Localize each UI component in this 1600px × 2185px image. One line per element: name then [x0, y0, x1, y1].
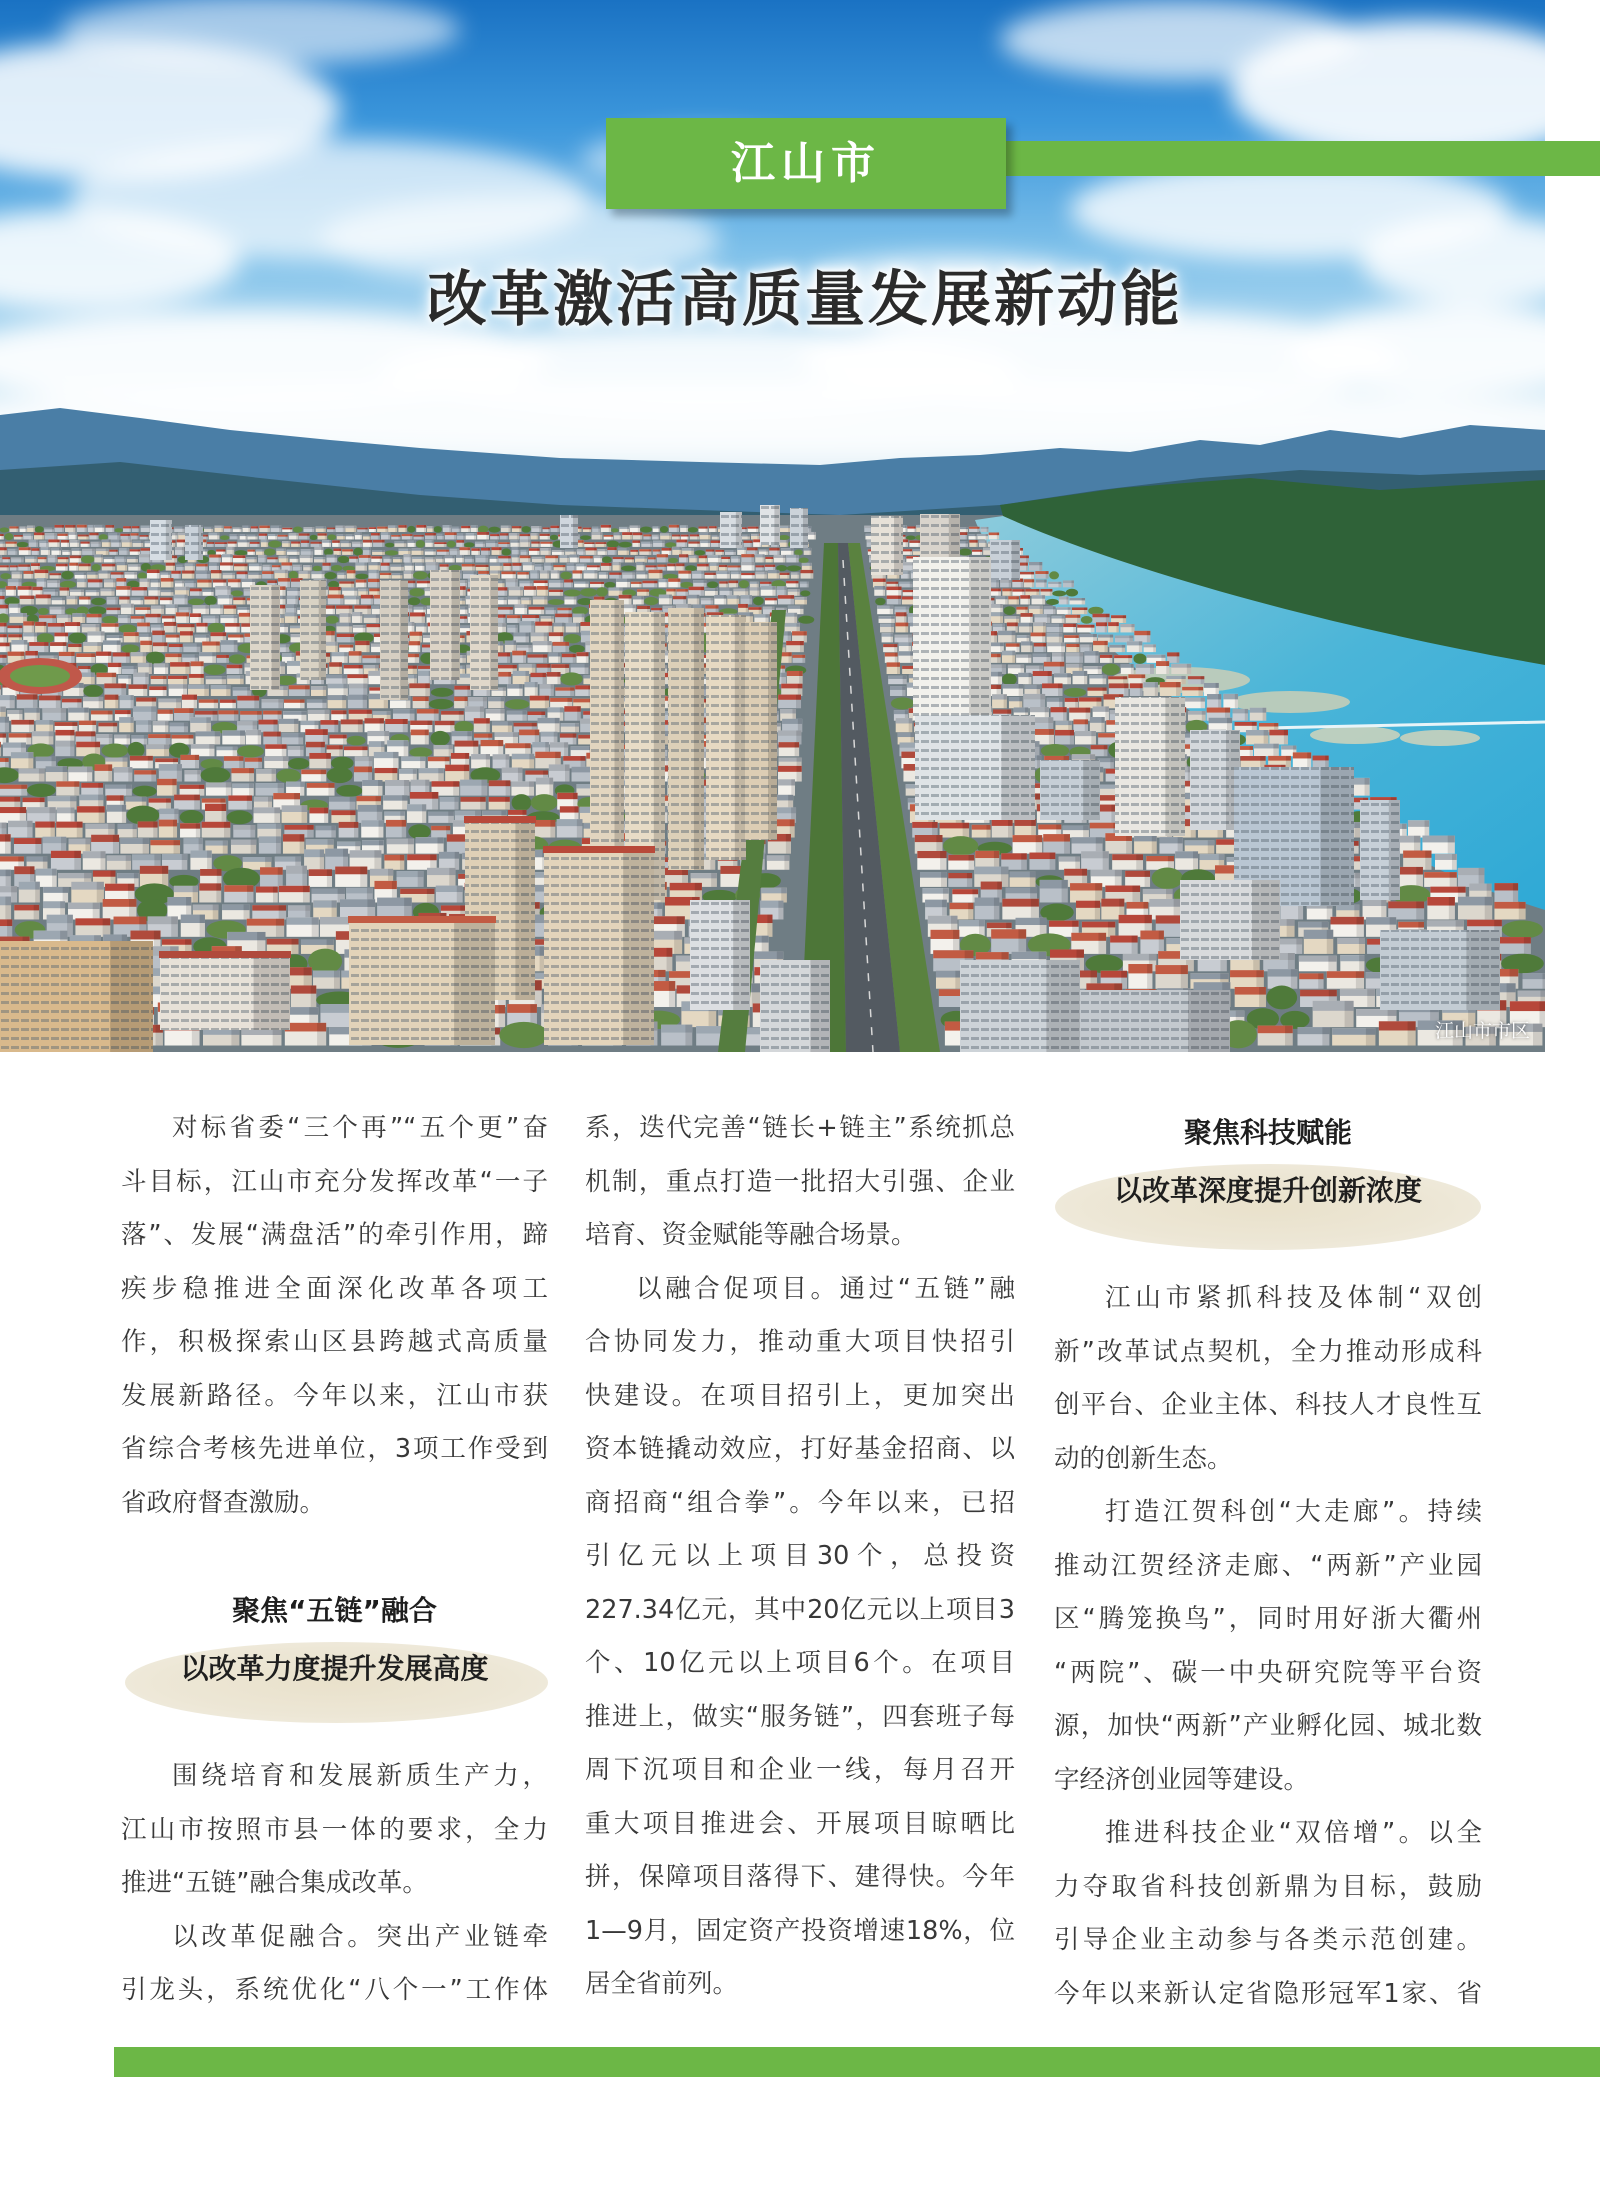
- article-column-1-intro: [121, 1102, 548, 1530]
- section-heading-line: 以改革深度提升创新浓度: [1113, 1174, 1422, 1207]
- text-line: 今年以来新认定省隐形冠军1家、省: [1054, 1978, 1482, 2009]
- paragraph: [1054, 1807, 1482, 2021]
- paragraph: [585, 1263, 1015, 2012]
- sports-field: [0, 658, 82, 694]
- text-line: 发展新路径。今年以来，江山市获: [121, 1380, 548, 1411]
- text-line: 推进科技企业“双倍增”。以全: [1105, 1818, 1482, 1848]
- section-heading-line: 聚焦“五链”融合: [232, 1594, 437, 1627]
- paragraph: [121, 1102, 548, 1530]
- text-line: 新”改革试点契机，全力推动形成科: [1054, 1336, 1482, 1367]
- text-line: 对标省委“三个再”“五个更”奋: [172, 1113, 548, 1143]
- text-line: 以改革促融合。突出产业链牵: [172, 1921, 548, 1952]
- text-line: 以融合促项目。通过“五链”融: [636, 1273, 1015, 1304]
- page-title: 改革激活高质量发展新动能: [427, 265, 1183, 335]
- footer-accent-bar: [114, 2047, 1600, 2077]
- paragraph: [121, 1911, 548, 2018]
- text-line: 重大项目推进会、开展项目晾晒比: [585, 1808, 1015, 1839]
- section-heading-2: [1054, 1104, 1482, 1220]
- text-line: 动的创新生态。: [1054, 1443, 1233, 1474]
- article-column-1-body: [121, 1750, 548, 2018]
- text-line: 推进“五链”融合集成改革。: [121, 1868, 428, 1898]
- text-line: 个、10亿元以上项目6个。在项目: [585, 1648, 1015, 1678]
- text-line: 斗目标，江山市充分发挥改革“一子: [121, 1166, 548, 1197]
- text-line: 资本链撬动效应，打好基金招商、以: [585, 1434, 1015, 1464]
- text-line: 周下沉项目和企业一线，每月召开: [585, 1755, 1015, 1785]
- text-line: 作，积极探索山区县跨越式高质量: [121, 1327, 548, 1357]
- text-line: 字经济创业园等建设。: [1054, 1764, 1310, 1795]
- text-line: 源，加快“两新”产业孵化园、城北数: [1054, 1711, 1482, 1741]
- text-line: 227.34亿元，其中20亿元以上项目3: [585, 1594, 1015, 1625]
- article-column-2: [585, 1102, 1015, 2012]
- text-line: 系，迭代完善“链长+链主”系统抓总: [585, 1113, 1015, 1143]
- section-heading-line: 以改革力度提升发展高度: [180, 1652, 489, 1685]
- text-line: 创平台、企业主体、科技人才良性互: [1054, 1390, 1482, 1420]
- text-line: “两院”、碳一中央研究院等平台资: [1054, 1657, 1482, 1688]
- region-tag: 江山市: [606, 118, 1006, 209]
- text-line: 培育、资金赋能等融合场景。: [585, 1220, 917, 1250]
- text-line: 江山市按照市县一体的要求，全力: [121, 1814, 548, 1845]
- paragraph: [1054, 1272, 1482, 1486]
- article-column-3: [1054, 1272, 1482, 2021]
- text-line: 省综合考核先进单位，3项工作受到: [121, 1434, 548, 1464]
- text-line: 引亿元以上项目30个，总投资: [585, 1541, 1015, 1571]
- section-heading-1: [121, 1582, 548, 1698]
- text-line: 疾步稳推进全面深化改革各项工: [121, 1273, 548, 1304]
- text-line: 省政府督查激励。: [121, 1487, 326, 1518]
- text-line: 推动江贺经济走廊、“两新”产业园: [1054, 1550, 1482, 1581]
- text-line: 商招商“组合拳”。今年以来，已招: [585, 1487, 1015, 1518]
- text-line: 围绕培育和发展新质生产力，: [172, 1761, 548, 1791]
- text-line: 力夺取省科技创新鼎为目标，鼓励: [1054, 1871, 1482, 1902]
- text-line: 江山市紧抓科技及体制“双创: [1105, 1283, 1482, 1313]
- text-line: 落”、发展“满盘活”的牵引作用，蹄: [121, 1220, 548, 1250]
- text-line: 拼，保障项目落得下、建得快。今年: [585, 1862, 1015, 1892]
- section-heading-line: 聚焦科技赋能: [1183, 1116, 1352, 1149]
- paragraph: [1054, 1486, 1482, 1807]
- header-accent-bar: [1006, 141, 1600, 176]
- text-line: 引导企业主动参与各类示范创建。: [1054, 1925, 1482, 1955]
- text-line: 快建设。在项目招引上，更加突出: [585, 1380, 1015, 1411]
- text-line: 区“腾笼换鸟”，同时用好浙大衢州: [1054, 1604, 1482, 1634]
- text-line: 合协同发力，推动重大项目快招引: [585, 1327, 1015, 1357]
- text-line: 1—9月，固定资产投资增速18%，位: [585, 1915, 1015, 1946]
- photo-caption: 江山市市区: [1434, 1020, 1530, 1042]
- text-line: 居全省前列。: [585, 1969, 739, 1999]
- text-line: 引龙头，系统优化“八个一”工作体: [121, 1975, 548, 2005]
- text-line: 机制，重点打造一批招大引强、企业: [585, 1166, 1015, 1197]
- text-line: 推进上，做实“服务链”，四套班子每: [585, 1701, 1015, 1732]
- paragraph: [121, 1750, 548, 1911]
- text-line: 打造江贺科创“大走廊”。持续: [1105, 1497, 1482, 1527]
- paragraph: [585, 1102, 1015, 1263]
